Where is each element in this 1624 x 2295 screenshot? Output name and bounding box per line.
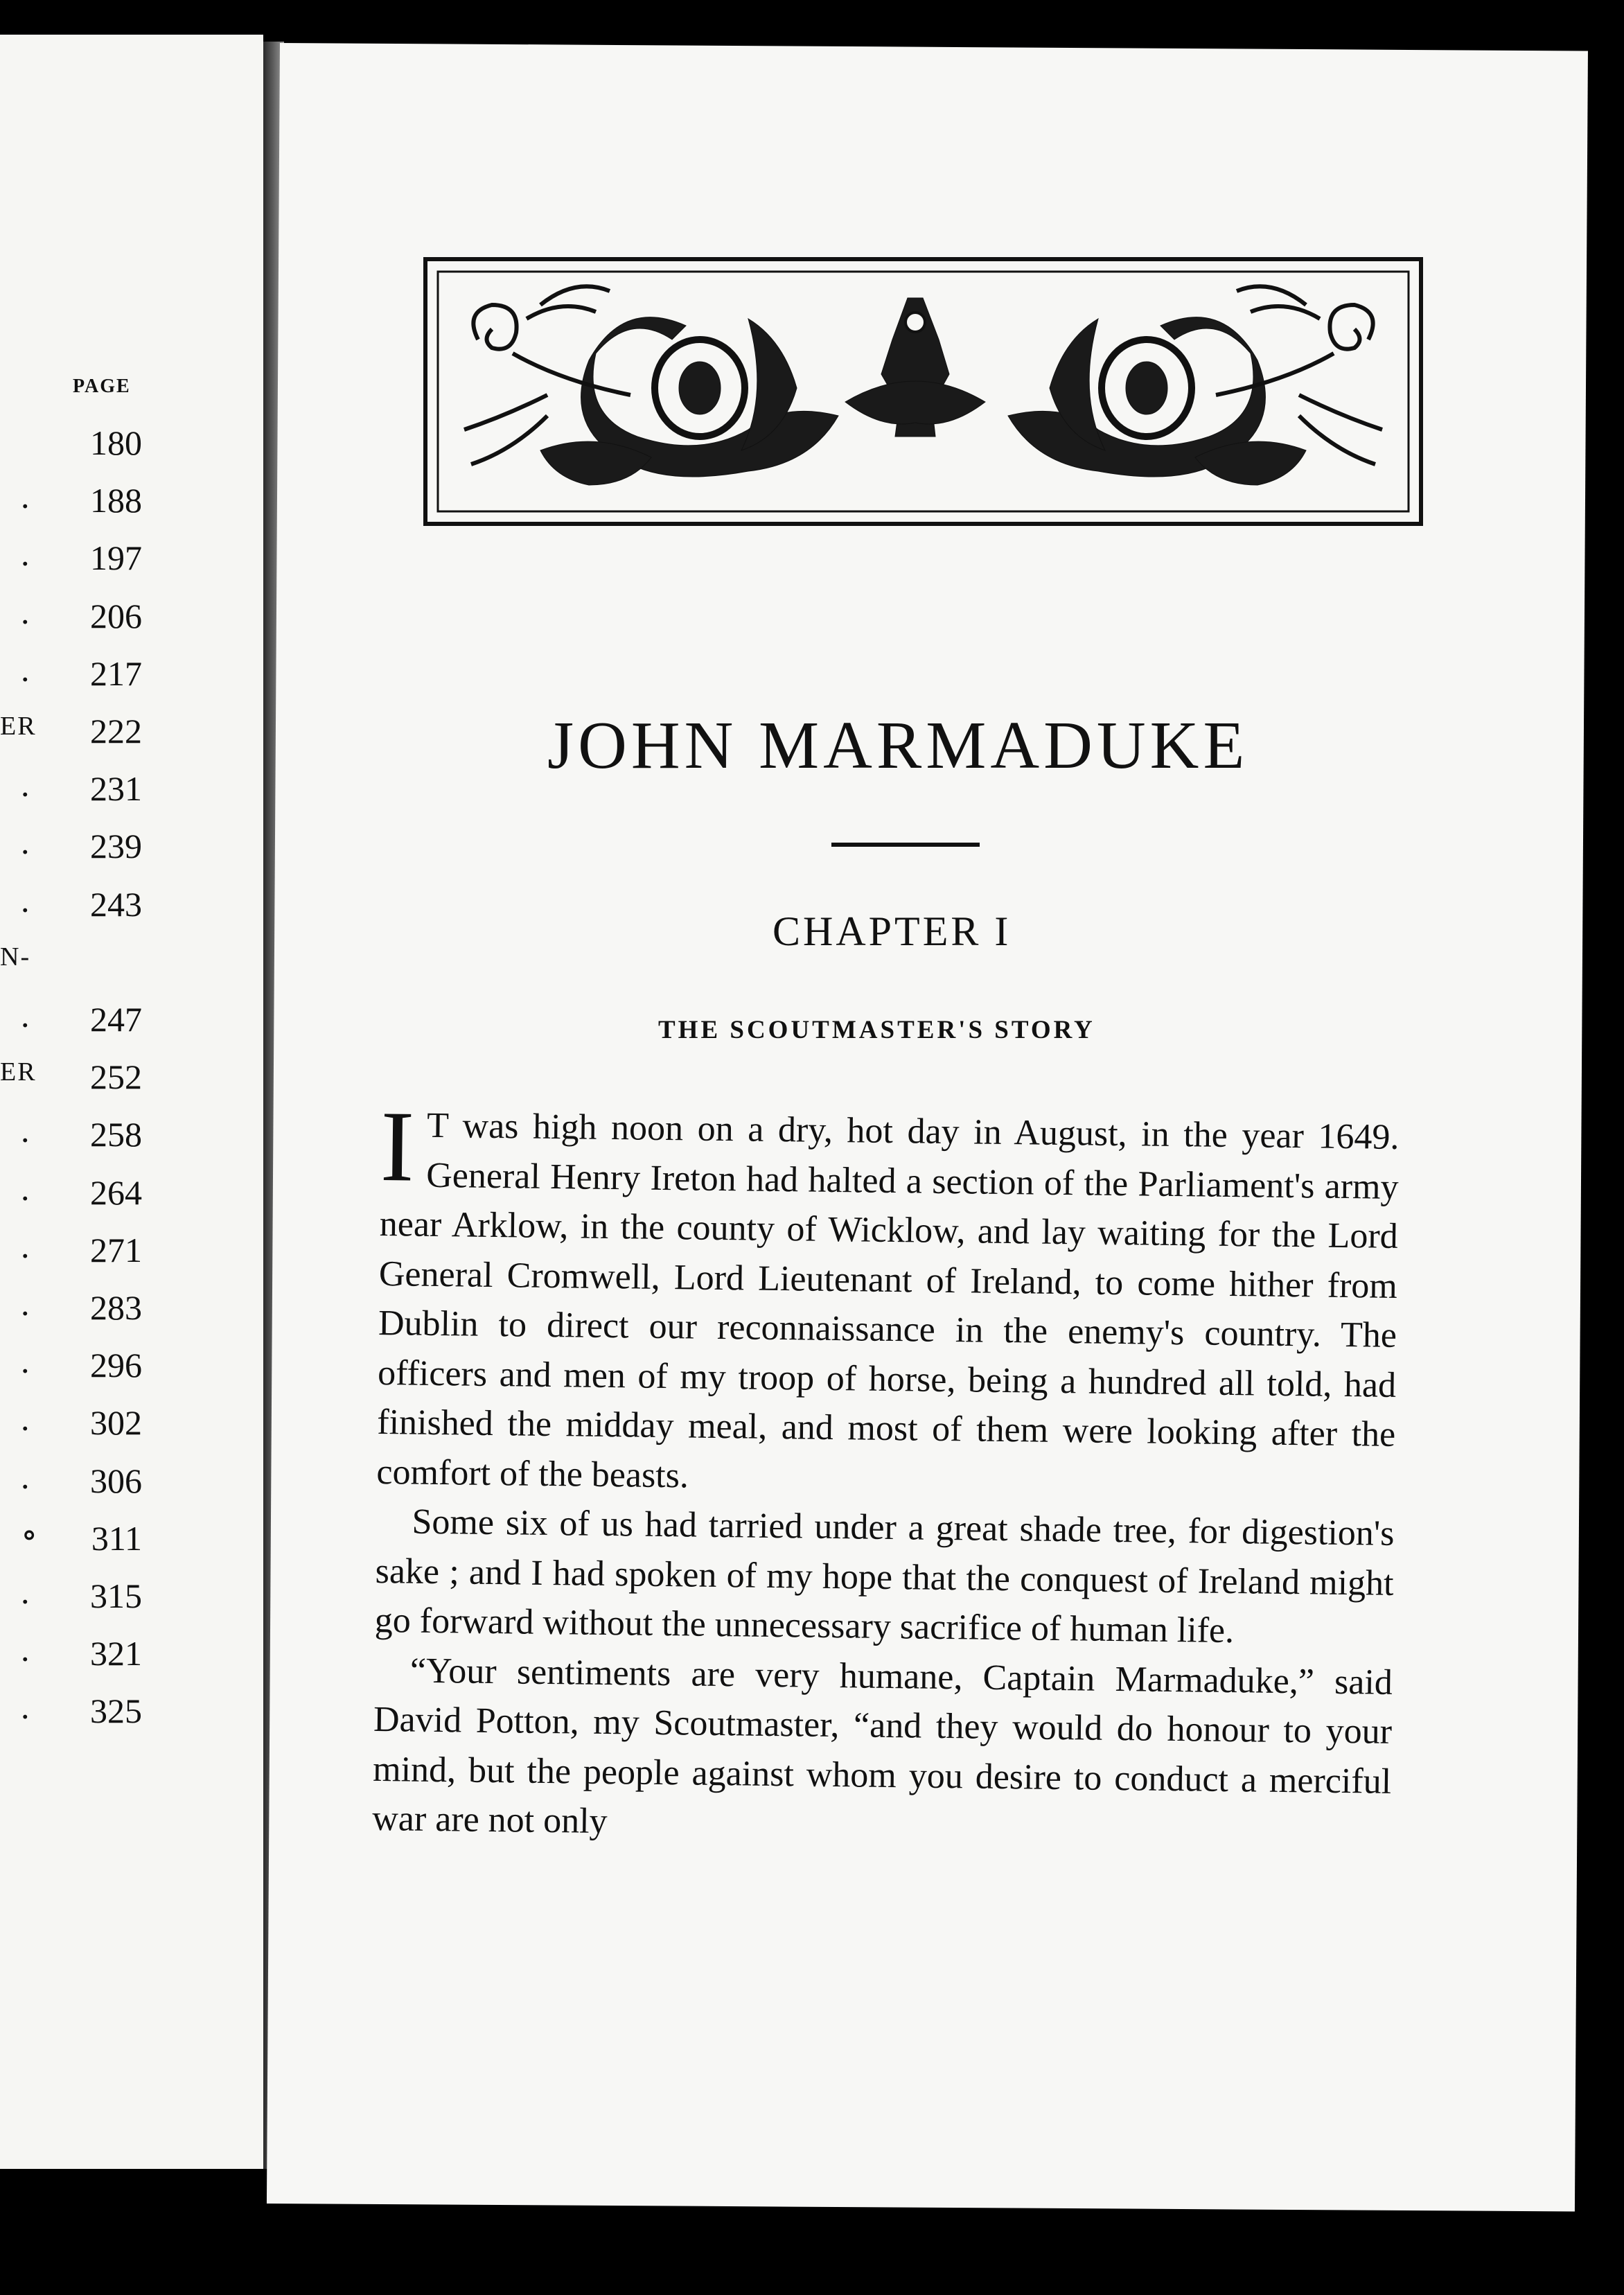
toc-leader-dot: . [21,1226,30,1265]
toc-entry [0,823,142,874]
toc-page-number: 197 [90,538,142,578]
toc-entry [0,1399,142,1451]
toc-page-number: 206 [90,596,142,635]
toc-page-number: 271 [90,1230,142,1269]
toc-page-number: 247 [90,1000,142,1039]
floral-scroll-headpiece-icon [423,256,1424,527]
toc-page-number: 252 [90,1057,142,1097]
toc-entry [0,880,142,933]
toc-page-number: 239 [90,827,142,866]
left-page-fragment [0,35,263,2169]
drop-cap: I [380,1090,415,1203]
book-title: JOHN MARMADUKE [547,708,1249,783]
toc-leader-dot: . [21,1572,30,1611]
toc-leader-dot: . [21,1284,30,1323]
chapter-heading: CHAPTER I [773,908,1012,954]
toc-page-number: 217 [90,653,142,693]
toc-entry [0,1457,142,1509]
toc-page-number: 296 [90,1346,142,1385]
toc-page-number: 188 [90,481,142,520]
toc-entry-fragment: N- [0,942,31,971]
toc-page-number: 283 [90,1288,142,1327]
chapter-body [371,1090,1400,1856]
toc-leader-dot: . [21,1457,30,1496]
paragraph: Some six of us had tarried under a great shade tree, for digestion's sake ; and I had spoken of my hope that the conquest of Ireland might go forward without the unnecessary sacrifice of human life. [374,1502,1395,1651]
paragraph-text: T was high noon on a dry, hot day in August, in the year 1649. General Henry Ireton had halted a section of the Parliament's army near Arklow, in the county of Wicklow, and lay waiting for the Lord General Cromwell, Lord Lieutenant of Ireland, to come hither from Dublin to direct our reconnaissance in the enemy's country. The officers and men of my troop of horse, being a hundred all told, had finished the midday meal, and most of them were looking after the comfort of the beasts. [376,1105,1400,1495]
toc-page-number: 258 [90,1115,142,1154]
toc-leader-dot: . [21,1630,30,1669]
toc-entry [0,534,142,586]
toc-entry [0,765,142,817]
toc-entry-fragment: ER [0,1057,37,1087]
toc-leader-dot: . [21,996,30,1035]
toc-leader-dot: . [21,1111,30,1150]
toc-page-number: 325 [90,1691,142,1731]
toc-page-number: 302 [90,1403,142,1443]
toc-page-number: 315 [90,1576,142,1615]
toc-entry [0,1284,142,1336]
toc-entry [0,1168,142,1221]
toc-page-number: 231 [90,769,142,809]
toc-page-number: 321 [90,1634,142,1673]
toc-entry [0,423,142,471]
toc-leader-dot: . [21,765,30,804]
toc-entry [0,1687,142,1739]
toc-leader-dot: ∘ [21,1514,38,1554]
toc-leader-dot: . [21,592,30,631]
toc-page-number: 180 [90,423,142,462]
toc-entry [0,1226,142,1278]
toc-leader-dot: . [21,880,30,920]
toc-page-number: 306 [90,1461,142,1500]
toc-entry [0,1630,142,1682]
toc-entry [0,1514,142,1567]
toc-entry [0,1057,142,1105]
toc-leader-dot: . [21,1399,30,1439]
toc-leader-dot: . [21,1687,30,1727]
toc-entry [0,477,142,529]
toc-page-number: 222 [90,712,142,750]
toc-page-header: PAGE [73,376,131,397]
toc-entry [0,711,142,759]
paragraph: “Your sentiments are very humane, Captain Marmaduke,” said David Potton, my Scoutmaster, “and they would do honour to your mind, but the people against whom you desire to conduct a merciful war are not only [371,1651,1393,1842]
toc-page-number: 311 [91,1518,142,1558]
toc-entry [0,942,142,990]
toc-entry [0,1111,142,1163]
toc-leader-dot: . [21,1168,30,1208]
paragraph [376,1090,1400,1509]
title-rule [831,843,980,847]
toc-leader-dot: . [21,649,30,689]
toc-leader-dot: . [21,823,30,862]
toc-entry [0,1572,142,1624]
toc-page-number: 243 [90,884,142,924]
toc-entry [0,592,142,644]
toc-page-number: 264 [90,1172,142,1212]
chapter-subtitle: THE SCOUTMASTER'S STORY [658,1016,1095,1044]
toc-leader-dot: . [21,534,30,574]
toc-entry [0,996,142,1048]
toc-entry [0,649,142,702]
toc-entry-fragment: ER [0,712,37,741]
toc-entry [0,1342,142,1393]
toc-leader-dot: . [21,477,30,516]
toc-leader-dot: . [21,1342,30,1381]
